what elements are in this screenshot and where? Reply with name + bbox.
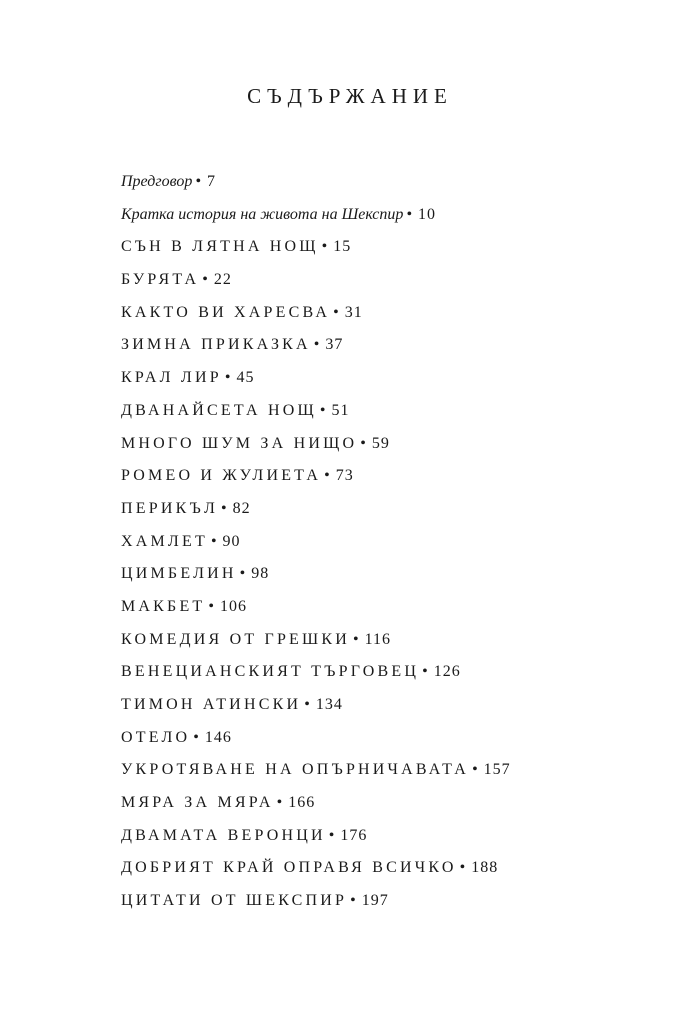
toc-entry-page-number: 73 — [335, 467, 354, 485]
toc-entry — [121, 624, 641, 657]
bullet-separator: • — [276, 794, 283, 812]
toc-entry-page-number: 45 — [236, 369, 255, 387]
toc-entry — [121, 885, 641, 918]
toc-entry-page-number: 31 — [344, 303, 363, 321]
bullet-separator: • — [406, 205, 412, 223]
toc-entry-title: ЗИМНА ПРИКАЗКА — [121, 336, 311, 354]
bullet-separator: • — [324, 467, 330, 485]
bullet-separator: • — [202, 271, 208, 289]
toc-entry-title: ТИМОН АТИНСКИ — [121, 696, 302, 713]
bullet-separator: • — [459, 859, 466, 877]
toc-entry — [121, 199, 641, 232]
toc-entry-title: БУРЯТА — [121, 271, 200, 289]
toc-entry-page-number: 166 — [288, 794, 316, 812]
toc-entry — [121, 297, 641, 330]
bullet-separator: • — [328, 826, 335, 844]
toc-entry-title: Кратка история на живота на Шекспир — [121, 205, 404, 223]
bullet-separator: • — [193, 728, 199, 746]
table-of-contents — [121, 166, 641, 918]
toc-entry — [121, 493, 641, 526]
bullet-separator: • — [210, 532, 217, 550]
toc-entry — [121, 428, 641, 461]
toc-entry — [121, 166, 641, 199]
toc-entry-title: ДВАНАЙСЕТА НОЩ — [121, 401, 317, 419]
bullet-separator: • — [360, 434, 366, 452]
toc-entry-title: МЯРА ЗА МЯРА — [121, 794, 274, 812]
bullet-separator: • — [208, 597, 214, 615]
toc-entry-title: Предговор — [121, 173, 193, 190]
toc-entry — [121, 460, 641, 493]
page-title: СЪДЪРЖАНИЕ — [247, 84, 453, 108]
toc-entry — [121, 754, 641, 787]
bullet-separator: • — [239, 565, 246, 583]
toc-entry-page-number: 10 — [417, 205, 436, 223]
bullet-separator: • — [224, 369, 231, 387]
toc-entry-page-number: 126 — [433, 663, 461, 681]
toc-entry-title: СЪН В ЛЯТНА НОЩ — [121, 238, 319, 256]
toc-entry-page-number: 59 — [371, 434, 390, 452]
bullet-separator: • — [353, 630, 359, 648]
toc-entry-title: КАКТО ВИ ХАРЕСВА — [121, 303, 331, 321]
toc-entry — [121, 395, 641, 428]
bullet-separator: • — [195, 173, 201, 190]
toc-entry-page-number: 82 — [232, 499, 251, 517]
bullet-separator: • — [321, 238, 328, 256]
toc-entry-title: КОМЕДИЯ ОТ ГРЕШКИ — [121, 630, 350, 648]
toc-entry-page-number: 146 — [204, 728, 232, 746]
toc-entry-page-number: 197 — [361, 892, 389, 910]
toc-entry — [121, 264, 641, 297]
toc-entry-page-number: 116 — [364, 630, 392, 648]
bullet-separator: • — [313, 336, 320, 354]
toc-entry — [121, 362, 641, 395]
toc-entry-title: ЦИМБЕЛИН — [121, 565, 237, 583]
toc-entry-page-number: 188 — [471, 859, 499, 877]
toc-entry — [121, 329, 641, 362]
toc-entry-page-number: 22 — [213, 271, 232, 289]
bullet-separator: • — [221, 499, 227, 517]
bullet-separator: • — [472, 761, 478, 779]
toc-entry — [121, 231, 641, 264]
bullet-separator: • — [304, 696, 310, 713]
toc-entry-title: РОМЕО И ЖУЛИЕТА — [121, 467, 322, 485]
toc-entry-title: ЦИТАТИ ОТ ШЕКСПИР — [121, 892, 348, 910]
toc-entry-title: МНОГО ШУМ ЗА НИЩО — [121, 434, 358, 452]
toc-entry — [121, 558, 641, 591]
bullet-separator: • — [333, 303, 339, 321]
toc-entry-title: ХАМЛЕТ — [121, 532, 208, 550]
toc-entry — [121, 787, 641, 820]
toc-entry — [121, 820, 641, 853]
toc-entry-title: ДВАМАТА ВЕРОНЦИ — [121, 826, 326, 844]
bullet-separator: • — [422, 663, 428, 681]
bullet-separator: • — [319, 401, 326, 419]
toc-entry-title: УКРОТЯВАНЕ НА ОПЪРНИЧАВАТА — [121, 761, 470, 779]
toc-entry-title: ВЕНЕЦИАНСКИЯТ ТЪРГОВЕЦ — [121, 663, 420, 681]
toc-entry-title: МАКБЕТ — [121, 597, 206, 615]
toc-entry-title: КРАЛ ЛИР — [121, 369, 222, 387]
toc-entry-page-number: 51 — [331, 401, 350, 419]
toc-entry-page-number: 157 — [483, 761, 511, 779]
toc-entry-page-number: 37 — [325, 336, 344, 354]
toc-entry — [121, 852, 641, 885]
toc-entry-page-number: 7 — [206, 173, 216, 190]
toc-entry — [121, 656, 641, 689]
toc-entry-title: ПЕРИКЪЛ — [121, 499, 219, 517]
toc-entry-page-number: 176 — [340, 826, 368, 844]
toc-entry — [121, 722, 641, 755]
toc-entry-page-number: 98 — [251, 565, 270, 583]
toc-entry — [121, 591, 641, 624]
bullet-separator: • — [350, 892, 356, 910]
toc-entry — [121, 689, 641, 722]
toc-entry-page-number: 134 — [315, 696, 343, 713]
toc-entry-page-number: 15 — [333, 238, 352, 256]
toc-entry-title: ОТЕЛО — [121, 728, 191, 746]
toc-entry — [121, 526, 641, 559]
toc-entry-page-number: 90 — [222, 532, 241, 550]
toc-entry-title: ДОБРИЯТ КРАЙ ОПРАВЯ ВСИЧКО — [121, 859, 457, 877]
toc-entry-page-number: 106 — [220, 597, 247, 615]
